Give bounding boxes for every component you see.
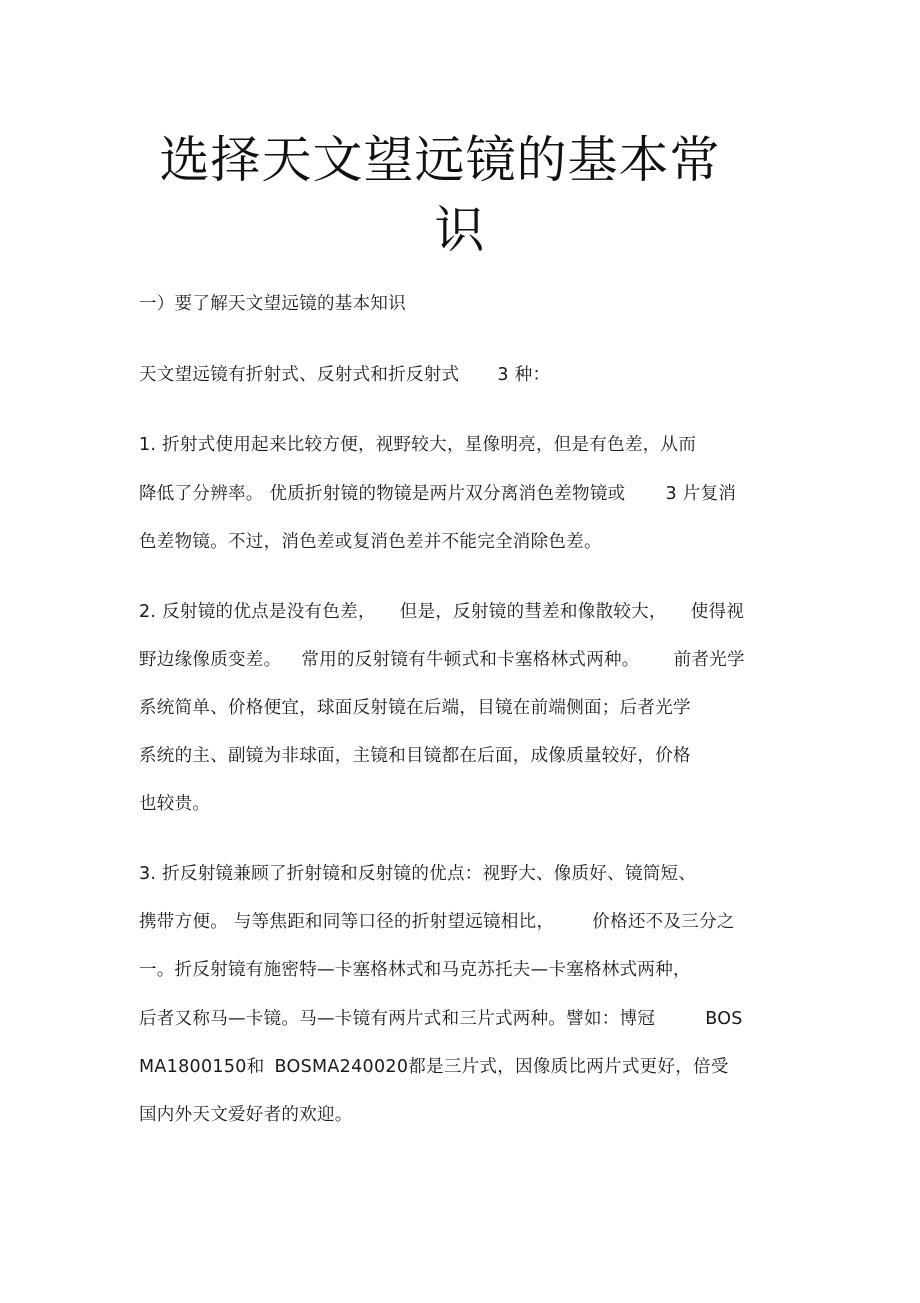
p2-line-3: 系统简单、价格便宜，球面反射镜在后端，目镜在前端侧面；后者光学 bbox=[139, 698, 691, 718]
p2-line-2-a: 野边缘像质变差。 bbox=[139, 650, 282, 670]
p2-line-4: 系统的主、副镜为非球面，主镜和目镜都在后面，成像质量较好，价格 bbox=[139, 746, 691, 766]
p3-line-4-b: BOS bbox=[705, 1009, 743, 1029]
page-title-line-1: 选择天文望远镜的基本常 bbox=[159, 131, 721, 189]
p3-line-2-b: 价格还不及三分之 bbox=[592, 912, 735, 932]
p3-line-5-a: MA1800150和 bbox=[139, 1057, 265, 1077]
intro-line bbox=[139, 363, 550, 387]
p3-line-3: 一。折反射镜有施密特—卡塞格林式和马克苏托夫—卡塞格林式两种， bbox=[139, 960, 691, 980]
p3-line-5 bbox=[139, 1055, 729, 1079]
p2-line-1-a: 2. 反射镜的优点是没有色差， bbox=[139, 602, 376, 622]
section-heading: 一）要了解天文望远镜的基本知识 bbox=[139, 294, 406, 314]
intro-count: 3 种： bbox=[497, 365, 551, 385]
p1-line-1: 1. 折射式使用起来比较方便，视野较大，星像明亮，但是有色差，从而 bbox=[139, 435, 697, 455]
p1-line-3: 色差物镜。不过，消色差或复消色差并不能完全消除色差。 bbox=[139, 532, 602, 552]
p1-line-2 bbox=[139, 482, 736, 506]
p2-line-2-b: 常用的反射镜有牛顿式和卡塞格林式两种。 bbox=[301, 650, 640, 670]
p2-line-1 bbox=[139, 600, 744, 624]
p3-line-5-b: BOSMA240020都 bbox=[274, 1057, 427, 1077]
p3-line-2-a: 携带方便。 与等焦距和同等口径的折射望远镜相比， bbox=[139, 912, 555, 932]
p2-line-1-b: 但是，反射镜的彗差和像散较大， bbox=[399, 602, 667, 622]
intro-text: 天文望远镜有折射式、反射式和折反射式 bbox=[139, 365, 460, 385]
p1-line-2-text: 降低了分辨率。 优质折射镜的物镜是两片双分离消色差物镜或 bbox=[139, 484, 626, 504]
p3-line-4-a: 后者又称马—卡镜。马—卡镜有两片式和三片式两种。譬如：博冠 bbox=[139, 1009, 656, 1029]
p3-line-6: 国内外天文爱好者的欢迎。 bbox=[139, 1105, 353, 1125]
p1-line-2-tail: 3 片复消 bbox=[665, 484, 737, 504]
p2-line-1-c: 使得视 bbox=[690, 602, 745, 622]
p2-line-2-c: 前者光学 bbox=[673, 650, 745, 670]
p2-line-2 bbox=[139, 648, 745, 672]
p3-line-4 bbox=[139, 1007, 743, 1031]
p2-line-5: 也较贵。 bbox=[139, 794, 211, 814]
page-title-line-2: 识 bbox=[434, 201, 486, 259]
p3-line-1: 3. 折反射镜兼顾了折射镜和反射镜的优点：视野大、像质好、镜筒短、 bbox=[139, 864, 697, 884]
p3-line-2 bbox=[139, 910, 735, 934]
p3-line-5-c: 是三片式，因像质比两片式更好，倍受 bbox=[426, 1057, 729, 1077]
